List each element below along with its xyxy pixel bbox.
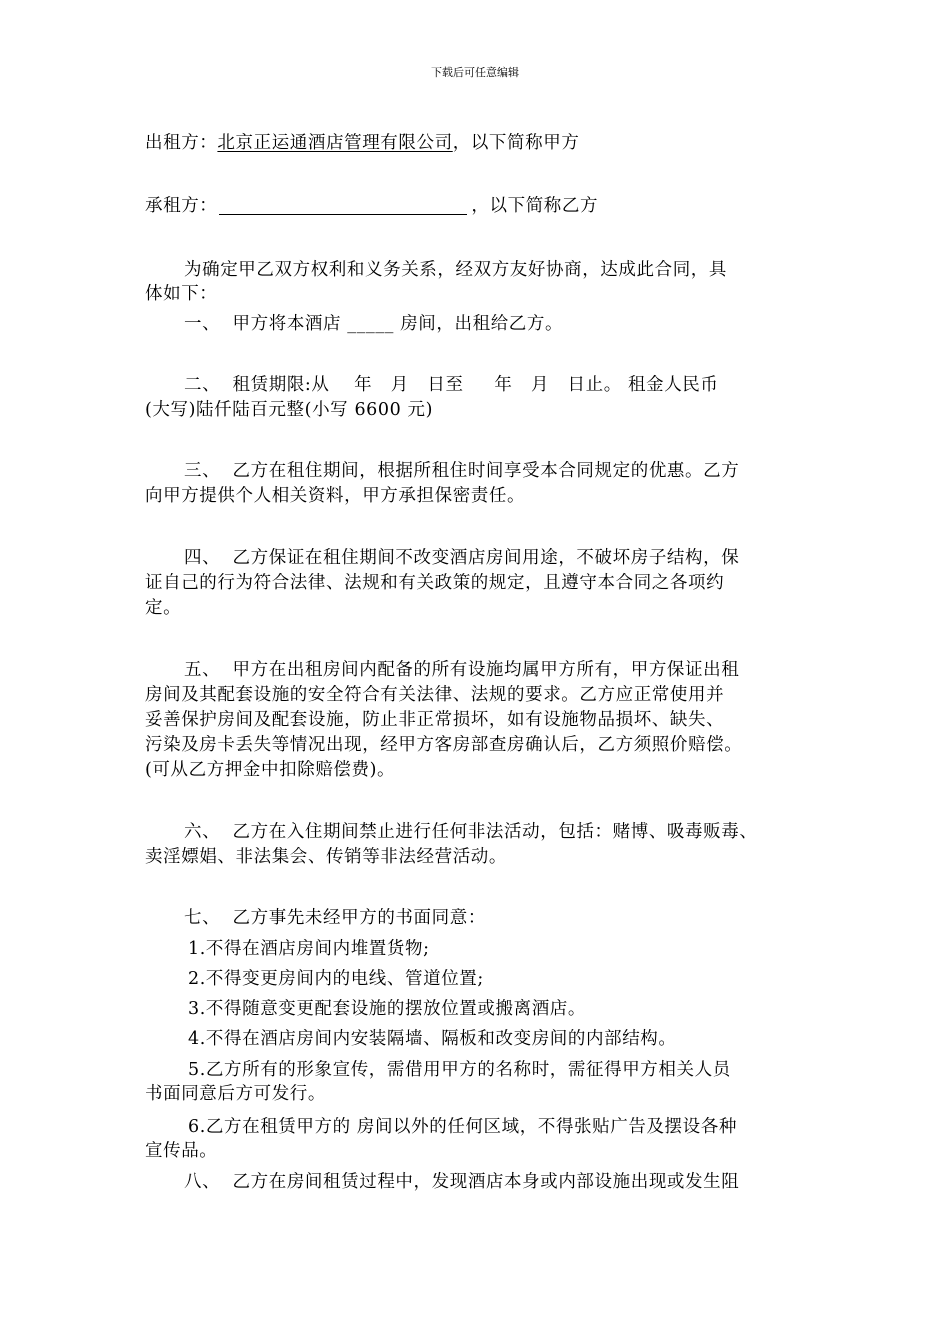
clause-5-line-2: 房间及其配套设施的安全符合有关法律、法规的要求。乙方应正常使用并 (145, 685, 725, 705)
clause-7-item-1: 1.不得在酒店房间内堆置货物; (188, 939, 430, 959)
clause-7-item-5-cont: 书面同意后方可发行。 (145, 1084, 326, 1104)
lessee-suffix: ，以下简称乙方 (471, 196, 599, 216)
lessor-line (145, 131, 579, 155)
clause-7-item-5: 5.乙方所有的形象宣传，需借用甲方的名称时，需征得甲方相关人员 (188, 1060, 731, 1080)
clause-2-line-1: 二、 租赁期限:从 年 月 日至 年 月 日止。 租金人民币 (184, 375, 719, 395)
clause-4-line-2: 证自己的行为符合法律、法规和有关政策的规定，且遵守本合同之各项约 (145, 573, 725, 593)
clause-7-title: 七、 乙方事先未经甲方的书面同意： (184, 908, 486, 928)
intro-line-1: 为确定甲乙双方权利和义务关系，经双方友好协商，达成此合同，具 (184, 260, 727, 280)
clause-7-item-2: 2.不得变更房间内的电线、管道位置; (188, 969, 484, 989)
clause-4-line-1: 四、 乙方保证在租住期间不改变酒店房间用途，不破坏房子结构，保 (184, 548, 740, 568)
clause-3-line-1: 三、 乙方在租住期间，根据所租住时间享受本合同规定的优惠。乙方 (184, 461, 740, 481)
intro-line-2: 体如下： (145, 284, 218, 304)
lessee-name-blank[interactable] (219, 196, 467, 215)
clause-5-line-3: 妥善保护房间及配套设施，防止非正常损坏，如有设施物品损坏、缺失、 (145, 710, 725, 730)
lessor-suffix: ，以下简称甲方 (452, 133, 580, 153)
clause-6-line-2: 卖淫嫖娼、非法集会、传销等非法经营活动。 (145, 847, 507, 867)
clause-3-line-2: 向甲方提供个人相关资料，甲方承担保密责任。 (145, 486, 526, 506)
lessee-label: 承租方： (145, 196, 218, 216)
clause-7-item-6: 6.乙方在租赁甲方的 房间以外的任何区域，不得张贴广告及摆设各种 (188, 1117, 737, 1137)
clause-5-line-4: 污染及房卡丢失等情况出现，经甲方客房部查房确认后，乙方须照价赔偿。 (145, 735, 743, 755)
lessee-line (145, 194, 598, 218)
clause-1: 一、 甲方将本酒店 _____ 房间，出租给乙方。 (184, 314, 564, 334)
lessor-label: 出租方： (145, 133, 218, 153)
clause-5-line-5: (可从乙方押金中扣除赔偿费)。 (145, 760, 396, 780)
clause-8-line-1: 八、 乙方在房间租赁过程中，发现酒店本身或内部设施出现或发生阻 (184, 1172, 740, 1192)
clause-6-line-1: 六、 乙方在入住期间禁止进行任何非法活动，包括：赌博、吸毒贩毒、 (184, 822, 758, 842)
lessor-name: 北京正运通酒店管理有限公司 (217, 133, 453, 153)
clause-7-item-4: 4.不得在酒店房间内安装隔墙、隔板和改变房间的内部结构。 (188, 1029, 677, 1049)
clause-7-item-3: 3.不得随意变更配套设施的摆放位置或搬离酒店。 (188, 999, 586, 1019)
page-header-note: 下载后可任意编辑 (431, 66, 519, 79)
clause-2-line-2: (大写)陆仟陆百元整(小写 6600 元) (145, 400, 434, 420)
clause-7-item-6-cont: 宣传品。 (145, 1141, 218, 1161)
clause-4-line-3: 定。 (145, 598, 182, 618)
clause-5-line-1: 五、 甲方在出租房间内配备的所有设施均属甲方所有，甲方保证出租 (184, 660, 740, 680)
